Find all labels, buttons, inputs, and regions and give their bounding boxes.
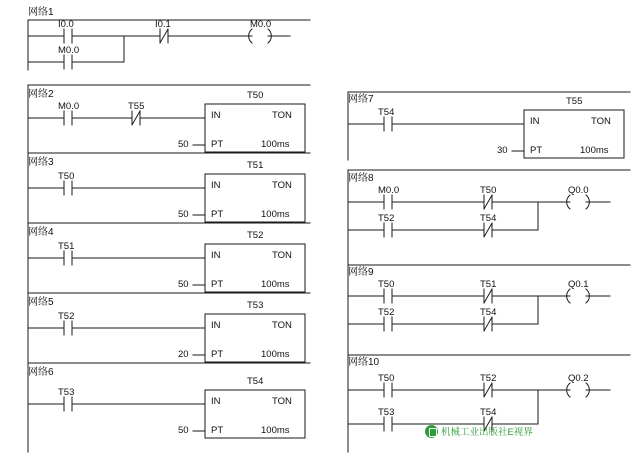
coil-label-q02: Q0.2 bbox=[568, 373, 589, 384]
watermark-logo-icon bbox=[425, 425, 438, 438]
network-label-9: 网络9 bbox=[348, 267, 374, 278]
contact-label-i00: I0.0 bbox=[58, 19, 74, 30]
timer-name-t54: T54 bbox=[247, 376, 264, 387]
timer-in-label-t54: IN bbox=[211, 396, 221, 407]
contact-label-n2-t55: T55 bbox=[128, 101, 145, 112]
network-label-3: 网络3 bbox=[28, 157, 54, 168]
network-label-2: 网络2 bbox=[28, 89, 54, 100]
timer-name-t52: T52 bbox=[247, 230, 264, 241]
network-label-10: 网络10 bbox=[348, 357, 380, 368]
timer-timebase-t53: 100ms bbox=[261, 349, 290, 360]
watermark-text: 机械工业出版社E视界 bbox=[441, 427, 533, 438]
coil-label-q00: Q0.0 bbox=[568, 185, 589, 196]
contact-label-n8-t50: T50 bbox=[480, 185, 497, 196]
timer-in-label-t53: IN bbox=[211, 320, 221, 331]
network-label-7: 网络7 bbox=[348, 94, 374, 105]
contact-label-n6-t53: T53 bbox=[58, 387, 75, 398]
timer-in-label-t50: IN bbox=[211, 110, 221, 121]
timer-timebase-t50: 100ms bbox=[261, 139, 290, 150]
contact-label-i01: I0.1 bbox=[155, 19, 171, 30]
contact-label-n9-t51: T51 bbox=[480, 279, 497, 290]
timer-type-label-t51: TON bbox=[272, 180, 292, 191]
timer-name-t53: T53 bbox=[247, 300, 264, 311]
contact-label-n9-t52: T52 bbox=[378, 307, 395, 318]
timer-name-t50: T50 bbox=[247, 90, 264, 101]
timer-timebase-t55: 100ms bbox=[580, 145, 609, 156]
timer-pt-value-t52: 50 bbox=[178, 279, 189, 290]
timer-pt-label-t54: PT bbox=[211, 425, 224, 436]
coil-label-m00: M0.0 bbox=[250, 19, 272, 30]
network-label-4: 网络4 bbox=[28, 227, 54, 238]
timer-in-label-t55: IN bbox=[530, 116, 540, 127]
timer-type-label-t55: TON bbox=[591, 116, 611, 127]
contact-label-n9-t54: T54 bbox=[480, 307, 497, 318]
timer-pt-value-t54: 50 bbox=[178, 425, 189, 436]
contact-label-n10-t53: T53 bbox=[378, 407, 395, 418]
timer-timebase-t52: 100ms bbox=[261, 279, 290, 290]
contact-label-n3-t50: T50 bbox=[58, 171, 75, 182]
timer-pt-value-t50: 50 bbox=[178, 139, 189, 150]
contact-label-n10-t52: T52 bbox=[480, 373, 497, 384]
timer-name-t55: T55 bbox=[566, 96, 583, 107]
contact-label-n5-t52: T52 bbox=[58, 311, 75, 322]
timer-timebase-t51: 100ms bbox=[261, 209, 290, 220]
contact-label-n7-t54: T54 bbox=[378, 107, 395, 118]
timer-name-t51: T51 bbox=[247, 160, 264, 171]
contact-label-n10-t50: T50 bbox=[378, 373, 395, 384]
timer-type-label-t54: TON bbox=[272, 396, 292, 407]
timer-pt-label-t50: PT bbox=[211, 139, 224, 150]
contact-label-n8-m00: M0.0 bbox=[378, 185, 400, 196]
timer-in-label-t51: IN bbox=[211, 180, 221, 191]
network-label-1: 网络1 bbox=[28, 7, 54, 18]
timer-timebase-t54: 100ms bbox=[261, 425, 290, 436]
network-label-5: 网络5 bbox=[28, 297, 54, 308]
contact-label-n9-t50: T50 bbox=[378, 279, 395, 290]
network-label-6: 网络6 bbox=[28, 367, 54, 378]
contact-label-n10-t54: T54 bbox=[480, 407, 497, 418]
watermark bbox=[425, 424, 533, 438]
timer-pt-label-t55: PT bbox=[530, 145, 543, 156]
contact-label-n2-m00: M0.0 bbox=[58, 101, 80, 112]
contact-label-n8-t52: T52 bbox=[378, 213, 395, 224]
timer-pt-value-t53: 20 bbox=[178, 349, 189, 360]
contact-label-n8-t54: T54 bbox=[480, 213, 497, 224]
timer-pt-value-t51: 50 bbox=[178, 209, 189, 220]
timer-type-label-t50: TON bbox=[272, 110, 292, 121]
timer-pt-label-t53: PT bbox=[211, 349, 224, 360]
timer-type-label-t52: TON bbox=[272, 250, 292, 261]
contact-label-n4-t51: T51 bbox=[58, 241, 75, 252]
coil-label-q01: Q0.1 bbox=[568, 279, 589, 290]
timer-pt-value-t55: 30 bbox=[497, 145, 508, 156]
timer-type-label-t53: TON bbox=[272, 320, 292, 331]
timer-in-label-t52: IN bbox=[211, 250, 221, 261]
network-label-8: 网络8 bbox=[348, 173, 374, 184]
timer-pt-label-t52: PT bbox=[211, 279, 224, 290]
contact-label-m00-branch: M0.0 bbox=[58, 45, 80, 56]
timer-pt-label-t51: PT bbox=[211, 209, 224, 220]
